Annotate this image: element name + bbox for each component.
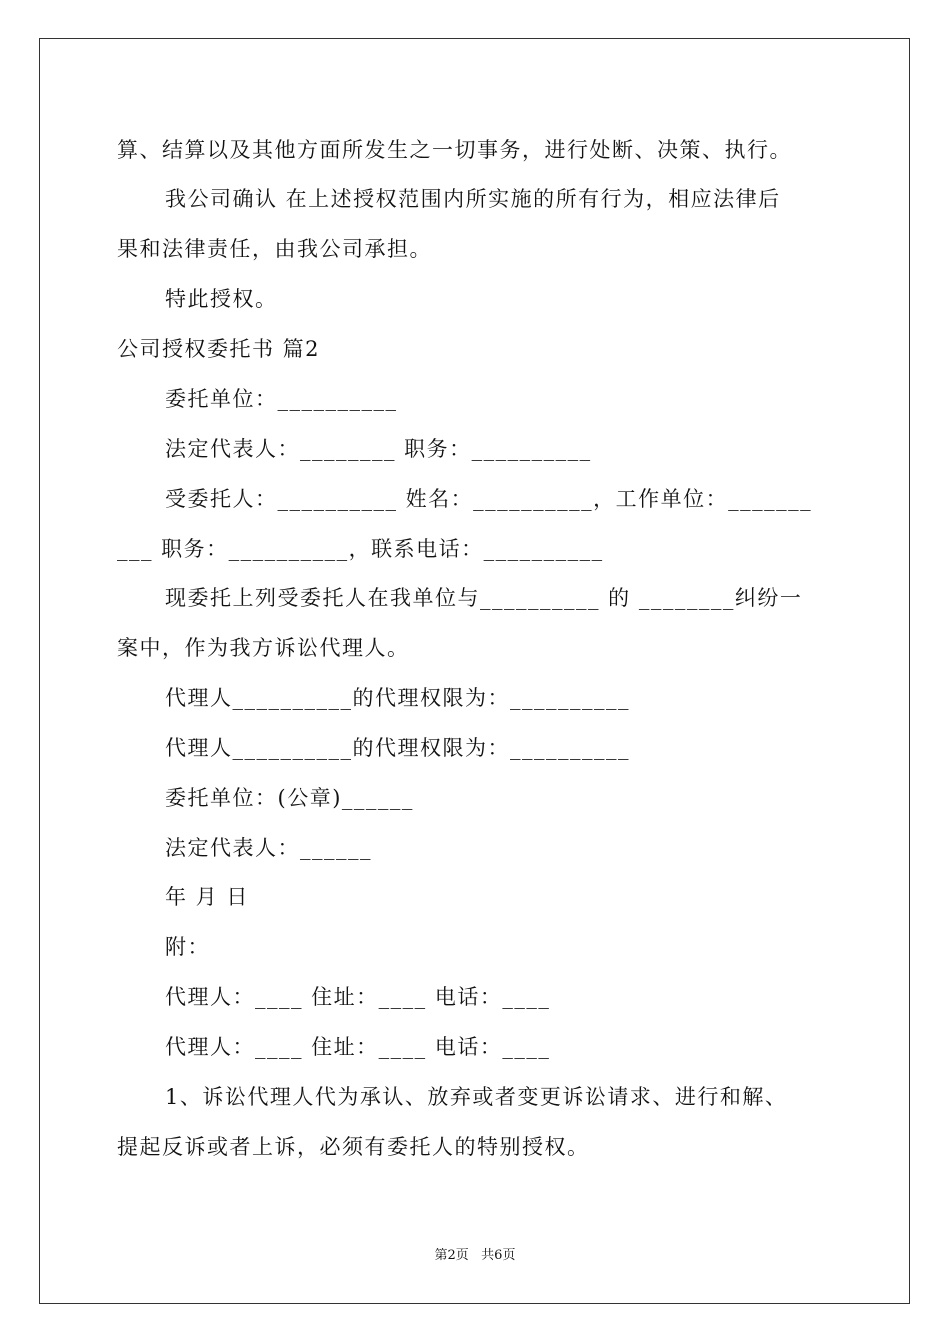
section-heading: 公司授权委托书 篇2 — [117, 337, 321, 361]
text-line-7: 法定代表人：________ 职务：__________ — [165, 437, 592, 461]
text-line-13: 代理人__________的代理权限为：__________ — [165, 736, 630, 760]
text-line-8: 受委托人：__________ 姓名：__________，工作单位：_______ — [165, 487, 813, 511]
text-line-1: 算、结算以及其他方面所发生之一切事务，进行处断、决策、执行。 — [117, 138, 792, 162]
page-number: 第2页 共6页 — [434, 1248, 516, 1263]
text-line-21: 提起反诉或者上诉，必须有委托人的特别授权。 — [117, 1135, 590, 1159]
text-line-20: 1、诉讼代理人代为承认、放弃或者变更诉讼请求、进行和解、 — [165, 1085, 788, 1109]
text-line-9: ___ 职务：__________，联系电话：__________ — [117, 537, 604, 561]
text-line-18: 代理人：____ 住址：____ 电话：____ — [165, 985, 551, 1009]
text-line-14: 委托单位：(公章)______ — [165, 786, 414, 810]
text-line-4: 特此授权。 — [165, 287, 278, 311]
text-line-12: 代理人__________的代理权限为：__________ — [165, 686, 630, 710]
text-line-2: 我公司确认 在上述授权范围内所实施的所有行为，相应法律后 — [165, 187, 781, 211]
text-line-10: 现委托上列受委托人在我单位与__________ 的 ________纠纷一 — [165, 586, 803, 610]
text-line-15: 法定代表人：______ — [165, 836, 372, 860]
page-frame — [39, 38, 910, 1304]
text-line-19: 代理人：____ 住址：____ 电话：____ — [165, 1035, 551, 1059]
text-line-3: 果和法律责任，由我公司承担。 — [117, 237, 432, 261]
text-line-6: 委托单位：__________ — [165, 387, 398, 411]
text-line-16: 年 月 日 — [165, 885, 249, 909]
text-line-17: 附： — [165, 935, 210, 959]
text-line-11: 案中，作为我方诉讼代理人。 — [117, 636, 410, 660]
